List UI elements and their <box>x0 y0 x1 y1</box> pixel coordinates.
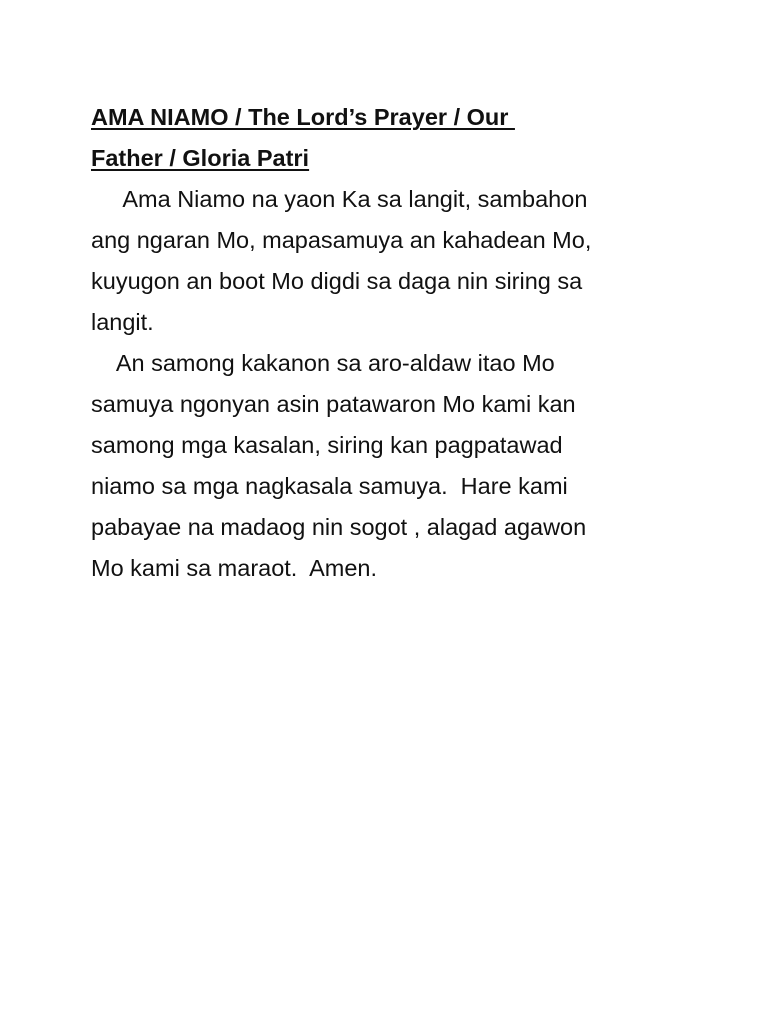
document-body <box>91 97 691 589</box>
text-line: langit. <box>91 309 154 335</box>
text-line: pabayae na madaog nin sogot , alagad agawon <box>91 514 587 540</box>
text-line: niamo sa mga nagkasala samuya. Hare kami <box>91 473 568 499</box>
title-line: AMA NIAMO / The Lord’s Prayer / Our <box>91 104 515 130</box>
document-title <box>91 97 691 179</box>
prayer-paragraph-1 <box>91 179 691 343</box>
text-line: Ama Niamo na yaon Ka sa langit, sambahon <box>91 186 588 212</box>
text-line: ang ngaran Mo, mapasamuya an kahadean Mo, <box>91 227 592 253</box>
text-line: Mo kami sa maraot. Amen. <box>91 555 378 581</box>
text-line: kuyugon an boot Mo digdi sa daga nin siring sa <box>91 268 583 294</box>
prayer-paragraph-2 <box>91 343 691 589</box>
text-line: An samong kakanon sa aro-aldaw itao Mo <box>91 350 555 376</box>
text-line: samuya ngonyan asin patawaron Mo kami kan <box>91 391 576 417</box>
title-line: Father / Gloria Patri <box>91 145 310 171</box>
text-line: samong mga kasalan, siring kan pagpatawad <box>91 432 563 458</box>
